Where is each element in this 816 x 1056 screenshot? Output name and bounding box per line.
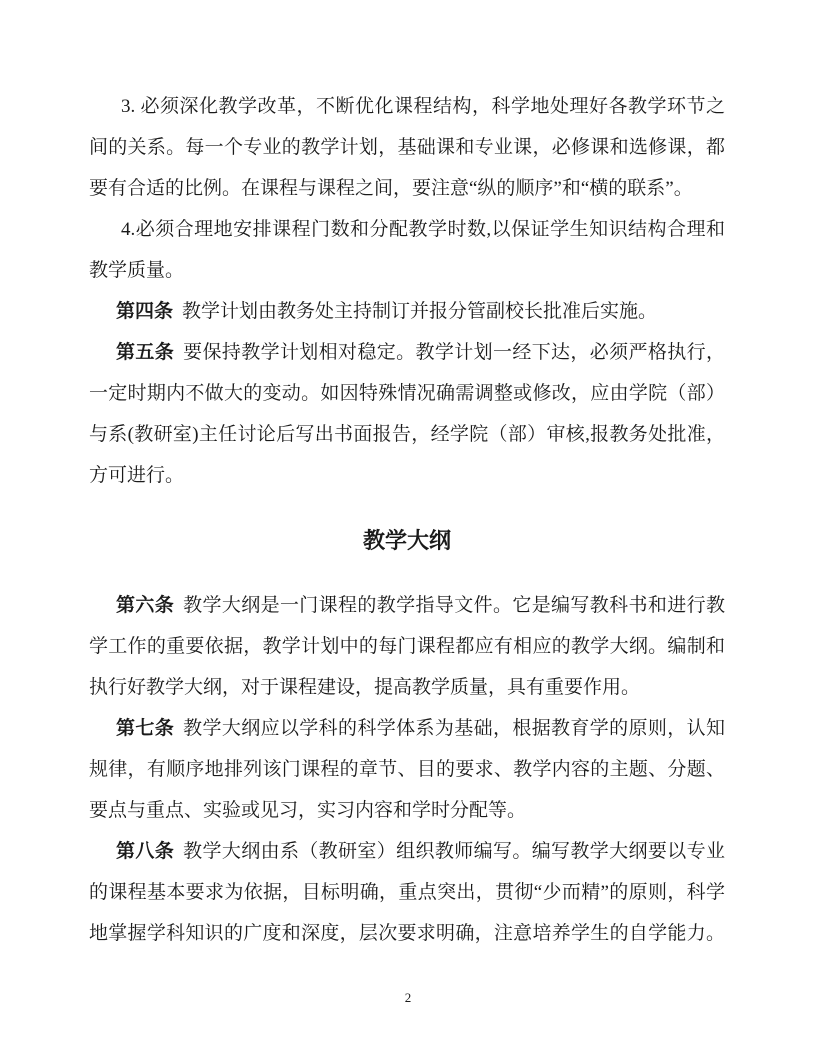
page-number: 2 xyxy=(404,990,412,1005)
line-text: 要保持教学计划相对稳定。教学计划一经下达，必须严格执行， xyxy=(183,342,725,363)
paragraph-line xyxy=(89,455,725,496)
paragraph-line xyxy=(89,127,725,168)
line-text: 教学大纲由系（教研室）组织教师编写。编写教学大纲要以专业 xyxy=(183,841,725,862)
paragraph-line xyxy=(89,749,725,790)
paragraph-line xyxy=(89,373,725,414)
clause-number: 第五条 xyxy=(116,342,175,363)
line-text: 要有合适的比例。在课程与课程之间，要注意“纵的顺序”和“横的联系”。 xyxy=(89,178,693,199)
paragraph-line xyxy=(89,291,725,332)
line-text: 间的关系。每一个专业的教学计划，基础课和专业课，必修课和选修课，都 xyxy=(89,137,725,158)
line-text: 与系(教研室)主任讨论后写出书面报告，经学院（部）审核,报教务处批准， xyxy=(89,424,725,445)
line-text: 4.必须合理地安排课程门数和分配教学时数,以保证学生知识结构合理和 xyxy=(121,219,725,240)
paragraph-line xyxy=(89,667,725,708)
line-text: 规律，有顺序地排列该门课程的章节、目的要求、教学内容的主题、分题、 xyxy=(89,759,725,780)
paragraph-line xyxy=(89,626,725,667)
line-text: 的课程基本要求为依据，目标明确，重点突出，贯彻“少而精”的原则，科学 xyxy=(89,882,725,903)
clause-number: 第七条 xyxy=(116,718,175,739)
paragraph-line xyxy=(89,332,725,373)
line-text: 地掌握学科知识的广度和深度，层次要求明确，注意培养学生的自学能力。 xyxy=(89,923,725,944)
paragraph-line xyxy=(89,790,725,831)
paragraph-line xyxy=(89,414,725,455)
paragraph-line xyxy=(89,585,725,626)
paragraph-line xyxy=(89,913,725,954)
line-text: 学工作的重要依据，教学计划中的每门课程都应有相应的教学大纲。编制和 xyxy=(89,636,725,657)
line-text: 教学大纲应以学科的科学体系为基础，根据教育学的原则，认知 xyxy=(183,718,725,739)
paragraph-line xyxy=(89,250,725,291)
paragraph-line xyxy=(89,209,725,250)
clause-number: 第六条 xyxy=(116,595,175,616)
paragraph-line xyxy=(89,86,725,127)
paragraph-line xyxy=(89,168,725,209)
line-text: 教学质量。 xyxy=(89,260,185,281)
line-text: 执行好教学大纲，对于课程建设，提高教学质量，具有重要作用。 xyxy=(89,677,641,698)
line-text: 要点与重点、实验或见习，实习内容和学时分配等。 xyxy=(89,800,527,821)
paragraph-line xyxy=(89,708,725,749)
clause-number: 第四条 xyxy=(116,301,174,322)
document-body xyxy=(89,86,725,954)
line-text: 3. 必须深化教学改革，不断优化课程结构，科学地处理好各教学环节之 xyxy=(121,96,725,117)
line-text: 教学大纲是一门课程的教学指导文件。它是编写教科书和进行教 xyxy=(183,595,725,616)
clause-number: 第八条 xyxy=(116,841,175,862)
line-text: 方可进行。 xyxy=(89,465,185,486)
paragraph-line xyxy=(89,831,725,872)
line-text: 教学计划由教务处主持制订并报分管副校长批准后实施。 xyxy=(182,301,658,322)
paragraph-line xyxy=(89,872,725,913)
section-heading: 教学大纲 xyxy=(362,528,451,553)
line-text: 一定时期内不做大的变动。如因特殊情况确需调整或修改，应由学院（部） xyxy=(89,383,725,404)
